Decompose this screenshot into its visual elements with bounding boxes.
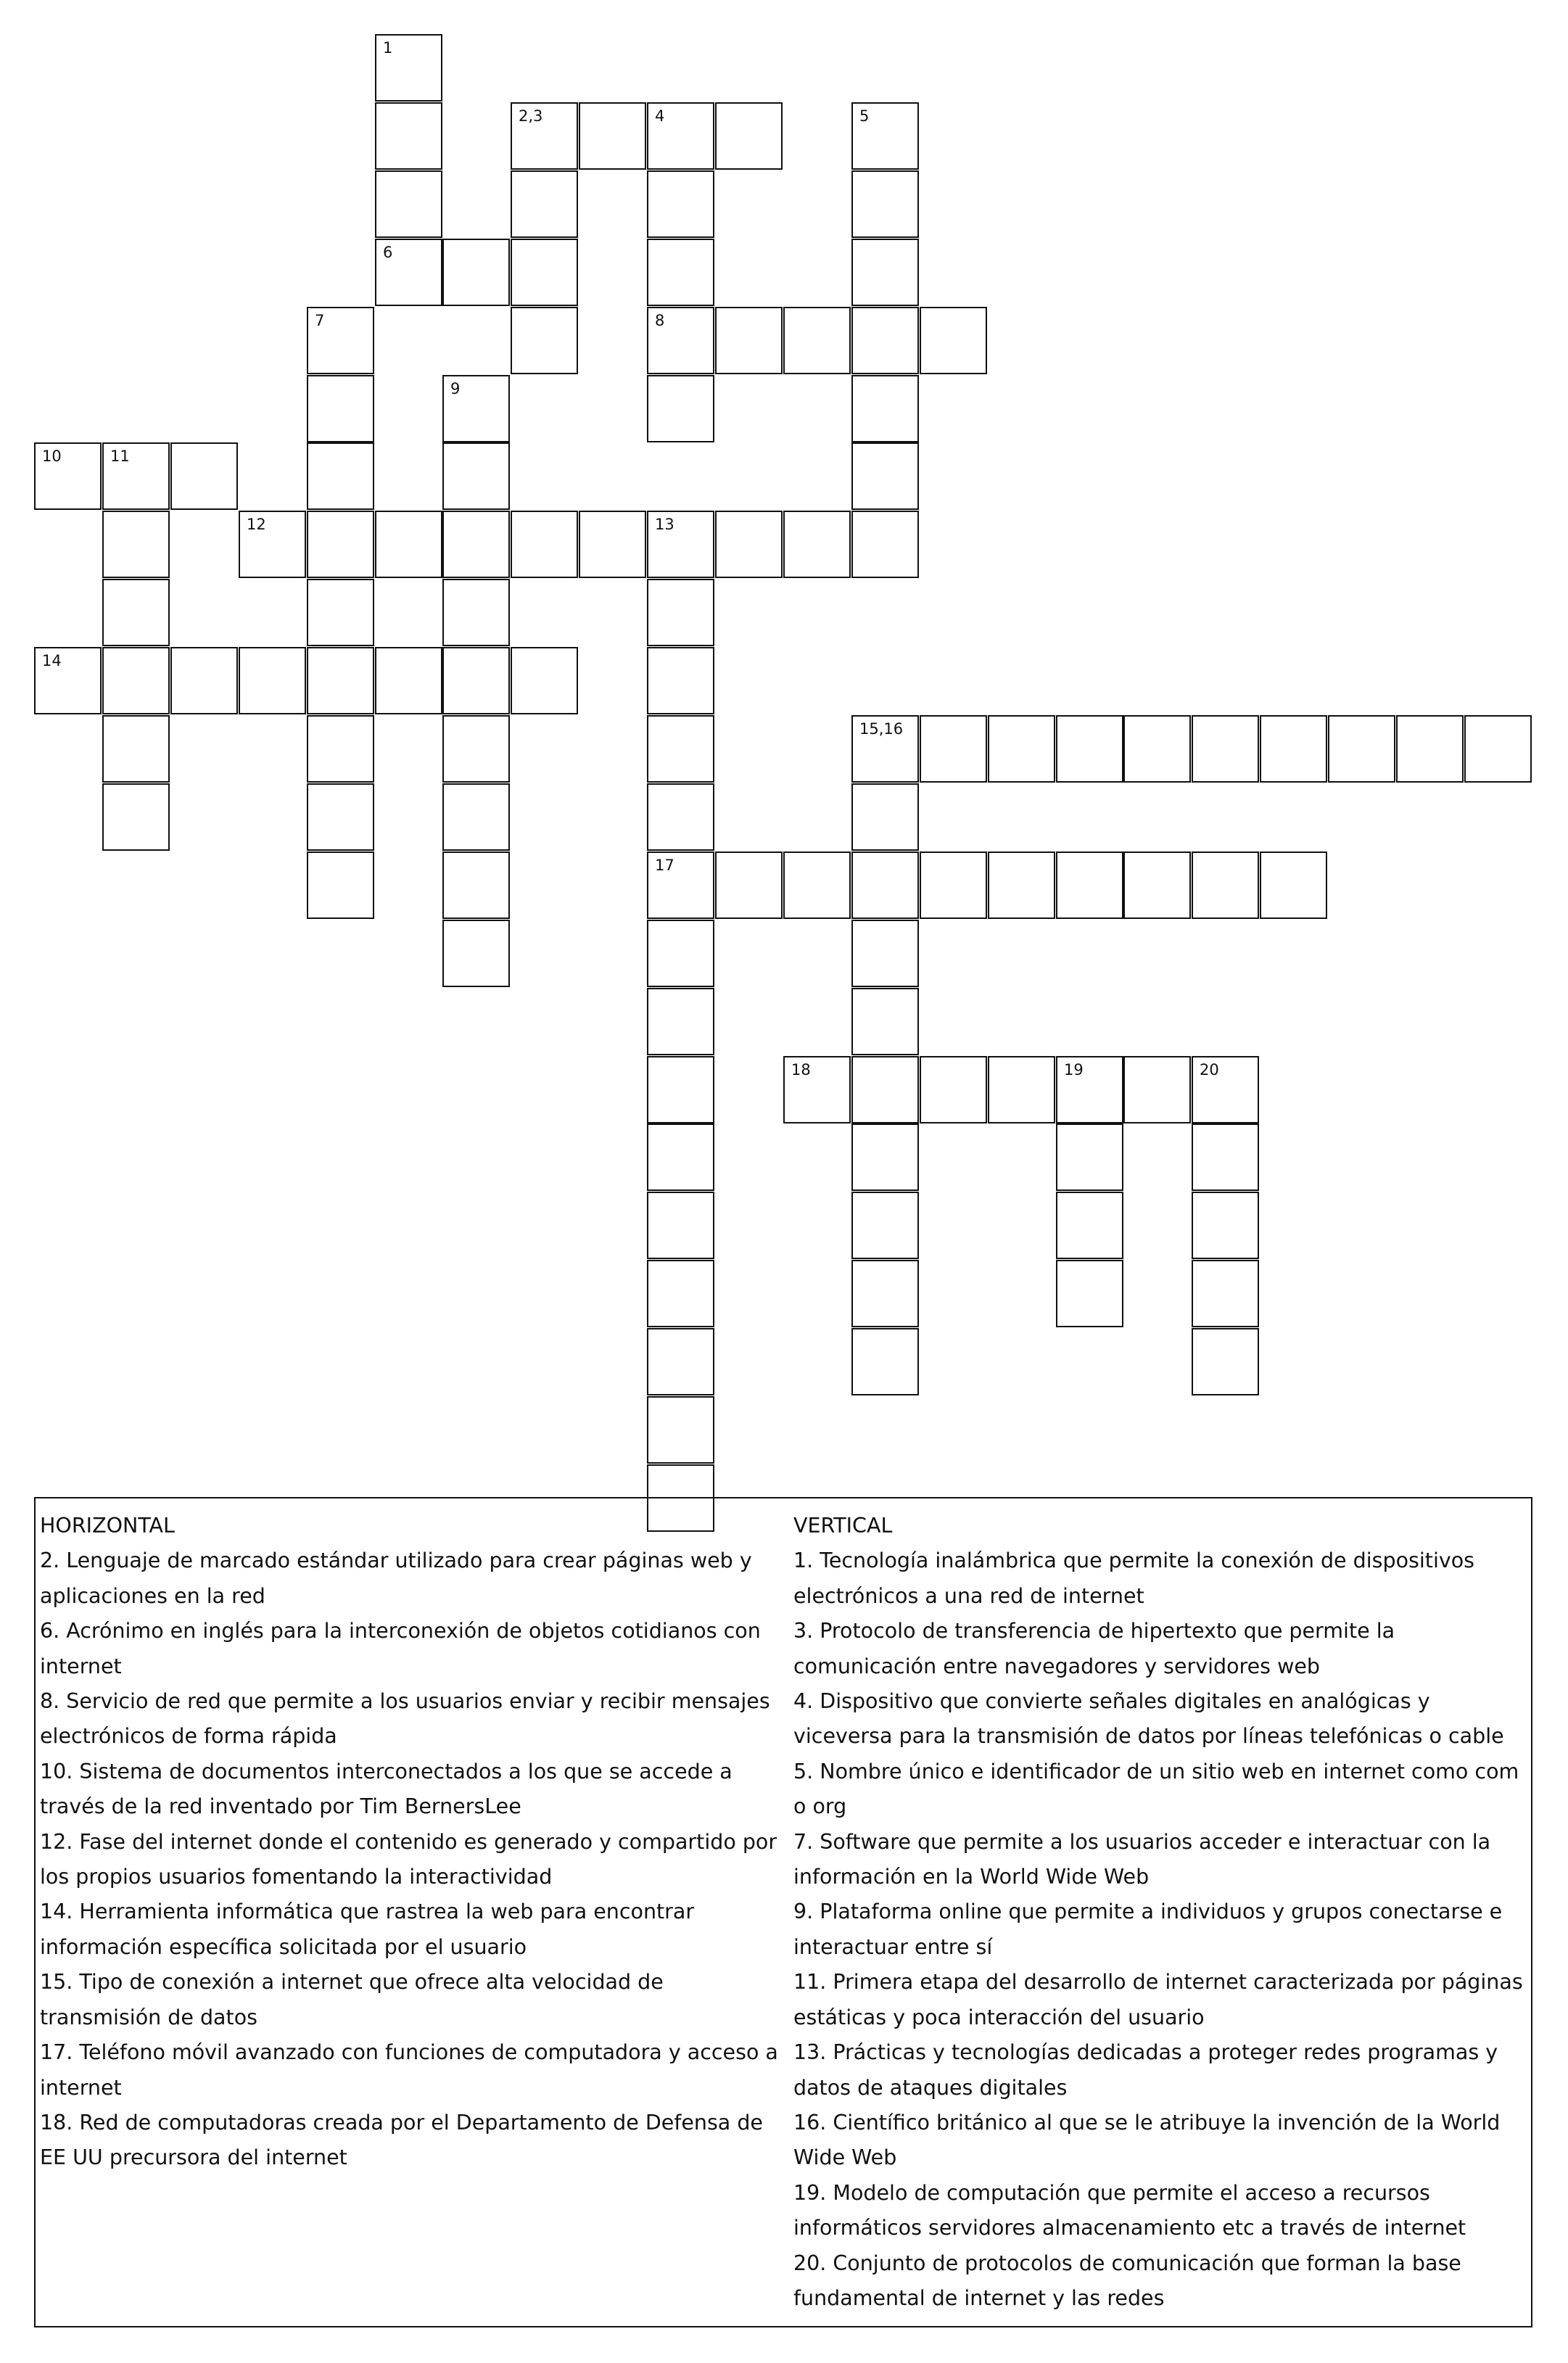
grid-cell[interactable] [307, 442, 374, 510]
grid-cell[interactable] [442, 511, 510, 578]
grid-cell[interactable] [1123, 715, 1191, 783]
grid-cell[interactable] [442, 715, 510, 783]
grid-cell[interactable] [783, 307, 851, 374]
grid-cell[interactable] [1192, 715, 1259, 783]
grid-cell[interactable] [102, 579, 170, 646]
clue-number: 8 [655, 312, 665, 329]
clue-text: 19. Modelo de computación que permite el acceso a recursos informáticos servidores almacenamiento etc a través de internet [793, 2180, 1466, 2240]
grid-cell[interactable] [1328, 715, 1395, 783]
grid-cell[interactable] [442, 920, 510, 987]
grid-cell[interactable] [715, 307, 783, 374]
grid-cell[interactable] [307, 647, 374, 714]
grid-cell[interactable] [715, 102, 783, 170]
grid-cell[interactable] [511, 170, 578, 238]
clue-text: 17. Teléfono móvil avanzado con funciones de computadora y acceso a internet [40, 2040, 778, 2100]
vertical-clues [793, 1509, 1530, 2316]
grid-cell[interactable] [579, 102, 646, 170]
grid-cell[interactable] [102, 647, 170, 714]
grid-cell[interactable] [511, 647, 578, 714]
clue-number: 20 [1200, 1061, 1219, 1079]
grid-cell[interactable] [442, 647, 510, 714]
grid-cell[interactable] [239, 647, 306, 714]
grid-cell[interactable] [307, 851, 374, 919]
grid-cell[interactable] [920, 1056, 987, 1123]
clue-text: 6. Acrónimo en inglés para la interconexión de objetos cotidianos con internet [40, 1619, 761, 1678]
clues-box [34, 1497, 1532, 2327]
grid-cell[interactable] [851, 1192, 919, 1259]
grid-cell[interactable] [170, 647, 238, 714]
grid-cell[interactable] [1192, 851, 1259, 919]
clue-number: 14 [42, 652, 62, 669]
grid-cell[interactable] [1056, 1056, 1123, 1123]
grid-cell[interactable] [647, 307, 714, 374]
grid-cell[interactable] [1123, 851, 1191, 919]
grid-cell[interactable] [307, 307, 374, 374]
grid-cell[interactable] [1192, 1260, 1259, 1327]
grid-cell[interactable] [647, 851, 714, 919]
grid-cell[interactable] [1056, 715, 1123, 783]
grid-cell[interactable] [851, 375, 919, 442]
clue-text: 11. Primera etapa del desarrollo de internet caracterizada por páginas estáticas y poca interacción del usuario [793, 1970, 1523, 2029]
grid-cell[interactable] [511, 102, 578, 170]
clue-number: 12 [247, 516, 266, 533]
grid-cell[interactable] [851, 442, 919, 510]
clue-number: 5 [859, 107, 870, 125]
grid-cell[interactable] [375, 170, 442, 238]
grid-cell[interactable] [783, 511, 851, 578]
grid-cell[interactable] [1396, 715, 1464, 783]
grid-cell[interactable] [307, 511, 374, 578]
grid-cell[interactable] [647, 783, 714, 851]
horizontal-clue-list [40, 1543, 787, 2175]
clue-text: 16. Científico británico al que se le atribuye la invención de la World Wide Web [793, 2110, 1501, 2170]
grid-cell[interactable] [647, 579, 714, 646]
grid-cell[interactable] [307, 375, 374, 442]
grid-cell[interactable] [1056, 851, 1123, 919]
clue-text: 20. Conjunto de protocolos de comunicación que forman la base fundamental de internet y las redes [793, 2251, 1461, 2310]
grid-cell[interactable] [851, 511, 919, 578]
horizontal-heading: HORIZONTAL [40, 1514, 175, 1538]
clue-number: 13 [655, 516, 674, 533]
grid-cell[interactable] [647, 1056, 714, 1123]
grid-cell[interactable] [102, 511, 170, 578]
clue-number: 15,16 [859, 720, 904, 738]
grid-cell[interactable] [647, 1396, 714, 1464]
grid-cell[interactable] [307, 783, 374, 851]
grid-cell[interactable] [851, 102, 919, 170]
clue-number: 17 [655, 857, 674, 874]
grid-cell[interactable] [715, 511, 783, 578]
grid-cell[interactable] [442, 375, 510, 442]
clue-number: 18 [791, 1061, 811, 1079]
horizontal-clues [40, 1509, 787, 2176]
grid-cell[interactable] [102, 715, 170, 783]
grid-cell[interactable] [1192, 1192, 1259, 1259]
clue-text: 5. Nombre único e identificador de un sitio web en internet como com o org [793, 1759, 1519, 1819]
grid-cell[interactable] [442, 783, 510, 851]
clue-text: 9. Plataforma online que permite a individuos y grupos conectarse e interactuar entre sí [793, 1900, 1503, 1959]
clue-text: 8. Servicio de red que permite a los usuarios enviar y recibir mensajes electrónicos de forma rápida [40, 1689, 770, 1749]
grid-cell[interactable] [647, 920, 714, 987]
grid-cell[interactable] [1192, 1328, 1259, 1395]
grid-cell[interactable] [239, 511, 306, 578]
grid-cell[interactable] [34, 442, 102, 510]
grid-cell[interactable] [647, 647, 714, 714]
grid-cell[interactable] [1056, 1123, 1123, 1191]
grid-cell[interactable] [34, 647, 102, 714]
grid-cell[interactable] [307, 579, 374, 646]
grid-cell[interactable] [851, 1328, 919, 1395]
grid-cell[interactable] [1123, 1056, 1191, 1123]
grid-cell[interactable] [647, 715, 714, 783]
grid-cell[interactable] [442, 239, 510, 306]
grid-cell[interactable] [1464, 715, 1532, 783]
grid-cell[interactable] [851, 851, 919, 919]
grid-cell[interactable] [851, 307, 919, 374]
clue-number: 11 [110, 448, 130, 465]
grid-cell[interactable] [375, 102, 442, 170]
grid-cell[interactable] [102, 783, 170, 851]
grid-cell[interactable] [511, 307, 578, 374]
grid-cell[interactable] [783, 1056, 851, 1123]
grid-cell[interactable] [715, 851, 783, 919]
grid-cell[interactable] [920, 307, 987, 374]
clue-text: 10. Sistema de documentos interconectados a los que se accede a través de la red inventado por Tim BernersLee [40, 1759, 733, 1819]
grid-cell[interactable] [1192, 1123, 1259, 1191]
clue-text: 18. Red de computadoras creada por el Departamento de Defensa de EE UU precursora del internet [40, 2110, 763, 2170]
grid-cell[interactable] [1260, 715, 1327, 783]
grid-cell[interactable] [442, 442, 510, 510]
grid-cell[interactable] [102, 442, 170, 510]
clue-number: 4 [655, 107, 665, 125]
grid-cell[interactable] [647, 511, 714, 578]
clue-number: 6 [383, 244, 393, 261]
grid-cell[interactable] [375, 647, 442, 714]
clue-text: 3. Protocolo de transferencia de hipertexto que permite la comunicación entre navegadores y servidores web [793, 1619, 1395, 1678]
grid-cell[interactable] [851, 1260, 919, 1327]
grid-cell[interactable] [920, 851, 987, 919]
grid-cell[interactable] [647, 239, 714, 306]
grid-cell[interactable] [647, 988, 714, 1055]
clue-number: 19 [1064, 1061, 1084, 1079]
grid-cell[interactable] [307, 715, 374, 783]
clue-text: 15. Tipo de conexión a internet que ofrece alta velocidad de transmisión de datos [40, 1970, 664, 2029]
grid-cell[interactable] [647, 1123, 714, 1191]
grid-cell[interactable] [851, 170, 919, 238]
clue-text: 7. Software que permite a los usuarios acceder e interactuar con la información en la World Wide Web [793, 1829, 1491, 1889]
grid-cell[interactable] [579, 511, 646, 578]
clue-text: 4. Dispositivo que convierte señales digitales en analógicas y viceversa para la transmisión de datos por líneas telefónicas o cable [793, 1689, 1504, 1749]
clue-number: 1 [383, 39, 393, 57]
grid-cell[interactable] [375, 34, 442, 102]
grid-cell[interactable] [851, 1056, 919, 1123]
grid-cell[interactable] [851, 988, 919, 1055]
clue-text: 1. Tecnología inalámbrica que permite la conexión de dispositivos electrónicos a una red de internet [793, 1548, 1475, 1608]
clue-number: 2,3 [519, 107, 543, 125]
grid-cell[interactable] [375, 511, 442, 578]
grid-cell[interactable] [647, 1260, 714, 1327]
grid-cell[interactable] [851, 783, 919, 851]
grid-cell[interactable] [1192, 1056, 1259, 1123]
grid-cell[interactable] [920, 715, 987, 783]
clue-text: 14. Herramienta informática que rastrea la web para encontrar información específica solicitada por el usuario [40, 1900, 695, 1959]
grid-cell[interactable] [988, 715, 1055, 783]
clue-text: 12. Fase del internet donde el contenido es generado y compartido por los propios usuarios fomentando la interactividad [40, 1829, 777, 1889]
grid-cell[interactable] [375, 239, 442, 306]
clue-text: 13. Prácticas y tecnologías dedicadas a proteger redes programas y datos de ataques digitales [793, 2040, 1498, 2100]
clue-number: 10 [42, 448, 62, 465]
grid-cell[interactable] [851, 920, 919, 987]
grid-cell[interactable] [647, 1328, 714, 1395]
clue-number: 9 [450, 380, 461, 397]
grid-cell[interactable] [851, 239, 919, 306]
grid-cell[interactable] [442, 851, 510, 919]
grid-cell[interactable] [988, 851, 1055, 919]
grid-cell[interactable] [647, 375, 714, 442]
grid-cell[interactable] [1260, 851, 1327, 919]
grid-cell[interactable] [851, 1123, 919, 1191]
grid-cell[interactable] [647, 170, 714, 238]
grid-cell[interactable] [851, 715, 919, 783]
grid-cell[interactable] [442, 579, 510, 646]
clue-text: 2. Lenguaje de marcado estándar utilizado para crear páginas web y aplicaciones en la red [40, 1548, 752, 1608]
grid-cell[interactable] [647, 1192, 714, 1259]
grid-cell[interactable] [511, 511, 578, 578]
grid-cell[interactable] [988, 1056, 1055, 1123]
grid-cell[interactable] [783, 851, 851, 919]
vertical-clue-list [793, 1543, 1530, 2316]
grid-cell[interactable] [647, 102, 714, 170]
clue-number: 7 [315, 312, 325, 329]
grid-cell[interactable] [1056, 1192, 1123, 1259]
vertical-heading: VERTICAL [793, 1514, 893, 1538]
grid-cell[interactable] [170, 442, 238, 510]
grid-cell[interactable] [511, 239, 578, 306]
grid-cell[interactable] [1056, 1260, 1123, 1327]
